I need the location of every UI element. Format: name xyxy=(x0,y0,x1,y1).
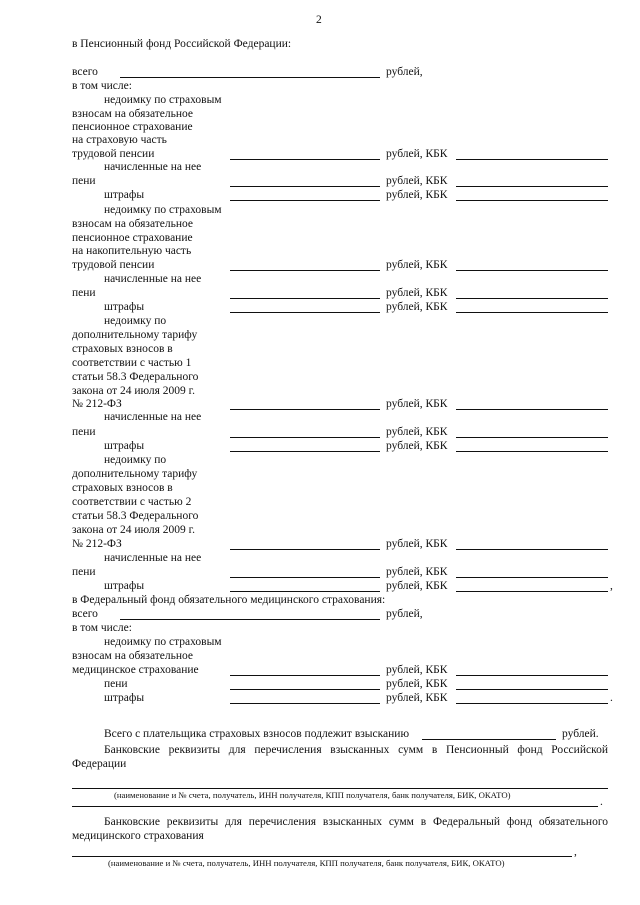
rub-kbk-label: рублей, КБК xyxy=(386,664,448,676)
amount-field[interactable] xyxy=(230,270,380,271)
debt2-line: пенсионное страхование xyxy=(72,232,193,244)
kbk-field[interactable] xyxy=(456,159,608,160)
debt4-line: недоимку по xyxy=(104,454,167,466)
rub-kbk-label: рублей, КБК xyxy=(386,678,448,690)
debt2-line: недоимку по страховым xyxy=(104,204,222,216)
fines-label: штрафы xyxy=(104,440,145,452)
kbk-field[interactable] xyxy=(456,298,608,299)
debt4-line: статьи 58.3 Федерального xyxy=(72,510,199,522)
kbk-field[interactable] xyxy=(456,689,608,690)
rub-kbk-label: рублей, КБК xyxy=(386,580,448,592)
debt4-line: соответствии с частью 2 xyxy=(72,496,192,508)
debt3-line: закона от 24 июля 2009 г. xyxy=(72,385,195,397)
debt4-line: дополнительному тарифу xyxy=(72,468,198,480)
debt1-line: недоимку по страховым xyxy=(104,94,222,106)
amount-field[interactable] xyxy=(230,437,380,438)
rub-kbk-label: рублей, КБК xyxy=(386,148,448,160)
kbk-field[interactable] xyxy=(456,703,608,704)
rub-kbk-label: рублей, КБК xyxy=(386,440,448,452)
amount-field[interactable] xyxy=(230,186,380,187)
debt1-line: на страховую часть xyxy=(72,134,167,146)
kbk-field[interactable] xyxy=(456,675,608,676)
amount-field[interactable] xyxy=(230,312,380,313)
debt3-line: статьи 58.3 Федерального xyxy=(72,371,199,383)
dot-mark: . xyxy=(600,796,603,808)
ffoms-total-field[interactable] xyxy=(120,619,380,620)
peni-label: пени xyxy=(72,426,96,438)
debt5-line: взносам на обязательное xyxy=(72,650,194,662)
amount-field[interactable] xyxy=(230,591,380,592)
debt4-line: страховых взносов в xyxy=(72,482,173,494)
debt3-line: дополнительному тарифу xyxy=(72,329,198,341)
amount-field[interactable] xyxy=(230,703,380,704)
debt2-line: взносам на обязательное xyxy=(72,218,194,230)
peni-label: пени xyxy=(72,175,96,187)
kbk-field[interactable] xyxy=(456,186,608,187)
amount-field[interactable] xyxy=(230,577,380,578)
dot-mark: . xyxy=(610,692,613,704)
fines-label: штрафы xyxy=(104,189,145,201)
including-label: в том числе: xyxy=(72,80,132,92)
rub-kbk-label: рублей, КБК xyxy=(386,287,448,299)
fines-label: штрафы xyxy=(104,692,145,704)
rub-kbk-label: рублей, КБК xyxy=(386,175,448,187)
debt2-line: на накопительную часть xyxy=(72,245,192,257)
amount-field[interactable] xyxy=(230,159,380,160)
rub-kbk-label: рублей, КБК xyxy=(386,538,448,550)
amount-field[interactable] xyxy=(230,451,380,452)
comma-mark: , xyxy=(574,846,577,858)
amount-field[interactable] xyxy=(230,549,380,550)
bank-pfr-caption: (наименование и № счета, получатель, ИНН получателя, КПП получателя, банк получателя, БИК, ОКАТО) xyxy=(114,790,511,800)
debt4-line: № 212-ФЗ xyxy=(72,538,122,550)
kbk-field[interactable] xyxy=(456,591,608,592)
accrued-label: начисленные на нее xyxy=(104,273,202,285)
amount-field[interactable] xyxy=(230,409,380,410)
kbk-field[interactable] xyxy=(456,409,608,410)
including-label: в том числе: xyxy=(72,622,132,634)
page-number: 2 xyxy=(316,14,322,26)
comma-mark: , xyxy=(610,580,613,592)
rub-label: рублей, xyxy=(386,66,423,78)
accrued-label: начисленные на нее xyxy=(104,411,202,423)
rub-kbk-label: рублей, КБК xyxy=(386,566,448,578)
debt4-line: закона от 24 июля 2009 г. xyxy=(72,524,195,536)
pfr-intro: в Пенсионный фонд Российской Федерации: xyxy=(72,38,292,50)
rub-kbk-label: рублей, КБК xyxy=(386,426,448,438)
grand-total-field[interactable] xyxy=(422,739,556,740)
bank-ffoms-caption: (наименование и № счета, получатель, ИНН получателя, КПП получателя, банк получателя, БИК, ОКАТО) xyxy=(108,858,505,868)
debt1-line: трудовой пенсии xyxy=(72,148,155,160)
pfr-total-field[interactable] xyxy=(120,77,380,78)
grand-total-unit: рублей. xyxy=(562,728,599,740)
kbk-field[interactable] xyxy=(456,200,608,201)
rub-kbk-label: рублей, КБК xyxy=(386,692,448,704)
debt2-line: трудовой пенсии xyxy=(72,259,155,271)
ffoms-intro: в Федеральный фонд обязательного медицинского страхования: xyxy=(72,594,386,606)
rub-kbk-label: рублей, КБК xyxy=(386,398,448,410)
peni-label: пени xyxy=(72,566,96,578)
debt5-line: медицинское страхование xyxy=(72,664,199,676)
kbk-field[interactable] xyxy=(456,451,608,452)
amount-field[interactable] xyxy=(230,298,380,299)
debt3-line: соответствии с частью 1 xyxy=(72,357,192,369)
amount-field[interactable] xyxy=(230,675,380,676)
debt3-line: № 212-ФЗ xyxy=(72,398,122,410)
accrued-label: начисленные на нее xyxy=(104,552,202,564)
bank-pfr-field-2[interactable] xyxy=(72,806,598,807)
bank-ffoms-text: Банковские реквизиты для перечисления взысканных сумм в Федеральный фонд обязательного медицинского страхования xyxy=(72,816,608,842)
debt1-line: пенсионное страхование xyxy=(72,121,193,133)
bank-ffoms-field[interactable] xyxy=(72,856,572,857)
ffoms-total-label: всего xyxy=(72,608,98,620)
kbk-field[interactable] xyxy=(456,549,608,550)
accrued-label: начисленные на нее xyxy=(104,161,202,173)
kbk-field[interactable] xyxy=(456,437,608,438)
debt5-line: недоимку по страховым xyxy=(104,636,222,648)
rub-kbk-label: рублей, КБК xyxy=(386,259,448,271)
amount-field[interactable] xyxy=(230,200,380,201)
fines-label: штрафы xyxy=(104,580,145,592)
peni-label: пени xyxy=(72,287,96,299)
debt3-line: недоимку по xyxy=(104,315,167,327)
rub-kbk-label: рублей, КБК xyxy=(386,189,448,201)
debt3-line: страховых взносов в xyxy=(72,343,173,355)
peni-label: пени xyxy=(104,678,128,690)
kbk-field[interactable] xyxy=(456,312,608,313)
rub-kbk-label: рублей, КБК xyxy=(386,301,448,313)
grand-total-label: Всего с плательщика страховых взносов подлежит взысканию xyxy=(104,728,410,740)
kbk-field[interactable] xyxy=(456,270,608,271)
bank-pfr-field[interactable] xyxy=(72,788,608,789)
kbk-field[interactable] xyxy=(456,577,608,578)
amount-field[interactable] xyxy=(230,689,380,690)
debt1-line: взносам на обязательное xyxy=(72,108,194,120)
bank-pfr-text: Банковские реквизиты для перечисления взысканных сумм в Пенсионный фонд Российской Федерации xyxy=(72,744,608,770)
fines-label: штрафы xyxy=(104,301,145,313)
pfr-total-label: всего xyxy=(72,66,98,78)
rub-label: рублей, xyxy=(386,608,423,620)
